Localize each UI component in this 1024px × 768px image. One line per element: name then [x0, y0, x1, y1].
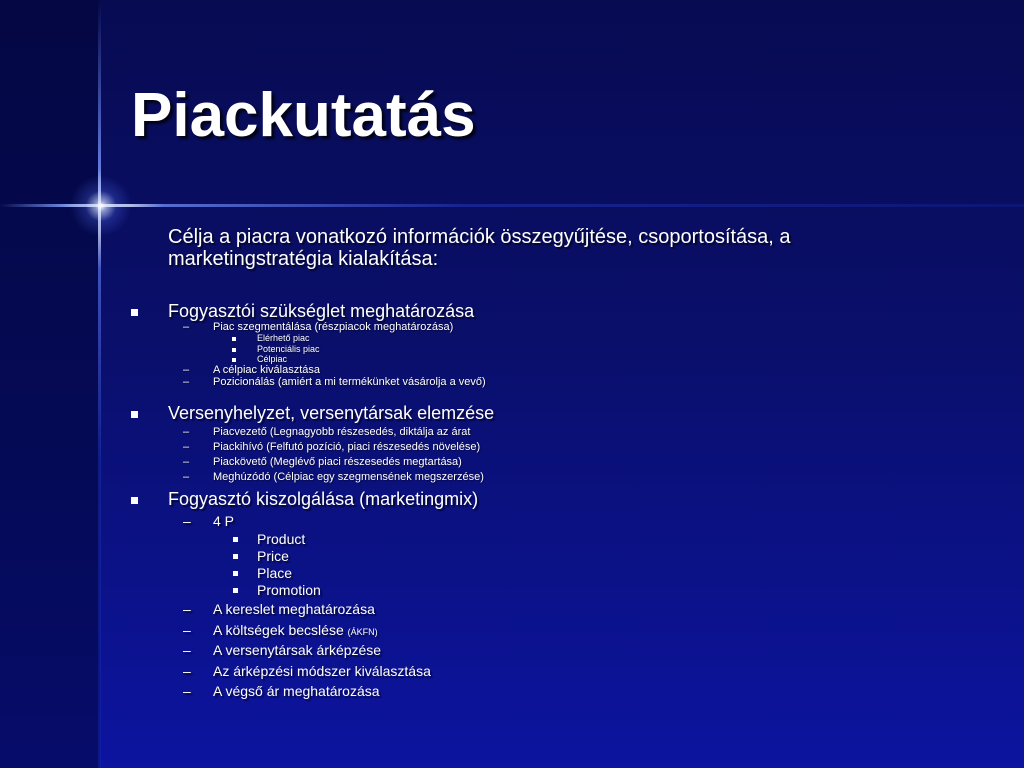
bullet-square-icon	[232, 358, 236, 362]
sub-piackihivo: Piackihívó (Felfutó pozíció, piaci részesedés növelése)	[213, 441, 481, 453]
sub-meghuzodo: Meghúzódó (Célpiac egy szegmensének megszerzése)	[213, 471, 484, 483]
bullet-square-icon	[232, 337, 236, 341]
bullet-square-icon	[131, 411, 138, 418]
dash-icon: –	[183, 364, 190, 376]
sub-kereslet: A kereslet meghatározása	[213, 601, 375, 617]
bullet-square-icon	[233, 588, 238, 593]
dash-icon: –	[183, 683, 191, 699]
sub-celpiac-kivalasztasa: A célpiac kiválasztása	[213, 364, 320, 376]
dash-icon: –	[183, 513, 191, 529]
bullet-square-icon	[131, 497, 138, 504]
bullet-versenyhelyzet: Versenyhelyzet, versenytársak elemzése	[168, 403, 495, 423]
bullet-square-icon	[232, 348, 236, 352]
dash-icon: –	[183, 441, 190, 453]
sub-piackoveto: Piackövető (Meglévő piaci részesedés megtartása)	[213, 456, 462, 468]
bullet-fogyasztoi-szukseglet: Fogyasztói szükséglet meghatározása	[168, 301, 475, 321]
dash-icon: –	[183, 456, 190, 468]
intro-text: Célja a piacra vonatkozó információk összegyűjtése, csoportosítása, a marketingstratégia kialakítása:	[168, 226, 791, 270]
sub-koltsegek-note: (ÁKFN)	[347, 627, 378, 637]
item-celpiac: Célpiac	[257, 354, 288, 364]
bullet-fogyaszto-kiszolgalasa: Fogyasztó kiszolgálása (marketingmix)	[168, 489, 479, 509]
dash-icon: –	[183, 376, 190, 388]
bullet-square-icon	[131, 309, 138, 316]
bullet-square-icon	[233, 571, 238, 576]
item-elerheto-piac: Elérhető piac	[257, 333, 310, 343]
item-place: Place	[257, 565, 293, 581]
sub-pozicionalas: Pozicionálás (amiért a mi termékünket vásárolja a vevő)	[213, 376, 486, 388]
dash-icon: –	[183, 321, 190, 333]
dash-icon: –	[183, 622, 191, 638]
sub-koltsegek-text: A költségek becslése	[213, 622, 344, 638]
item-product: Product	[257, 531, 306, 547]
sub-piac-szegmentalasa: Piac szegmentálása (részpiacok meghatározása)	[213, 321, 454, 333]
item-promotion: Promotion	[257, 582, 321, 598]
sub-piacvezeto: Piacvezető (Legnagyobb részesedés, diktálja az árat	[213, 426, 471, 438]
bullet-square-icon	[233, 554, 238, 559]
sub-koltsegek	[213, 622, 378, 640]
sub-4p: 4 P	[213, 513, 235, 529]
sub-arkepzesi-modszer: Az árképzési módszer kiválasztása	[213, 663, 431, 679]
sub-versenytarsak-arkepzese: A versenytársak árképzése	[213, 642, 382, 658]
dash-icon: –	[183, 663, 191, 679]
slide-title: Piackutatás	[131, 81, 476, 150]
dash-icon: –	[183, 642, 191, 658]
item-price: Price	[257, 548, 289, 564]
dash-icon: –	[183, 601, 191, 617]
item-potencialis-piac: Potenciális piac	[257, 344, 320, 354]
sub-vegso-ar: A végső ár meghatározása	[213, 683, 380, 699]
dash-icon: –	[183, 471, 190, 483]
dash-icon: –	[183, 426, 190, 438]
bullet-square-icon	[233, 537, 238, 542]
